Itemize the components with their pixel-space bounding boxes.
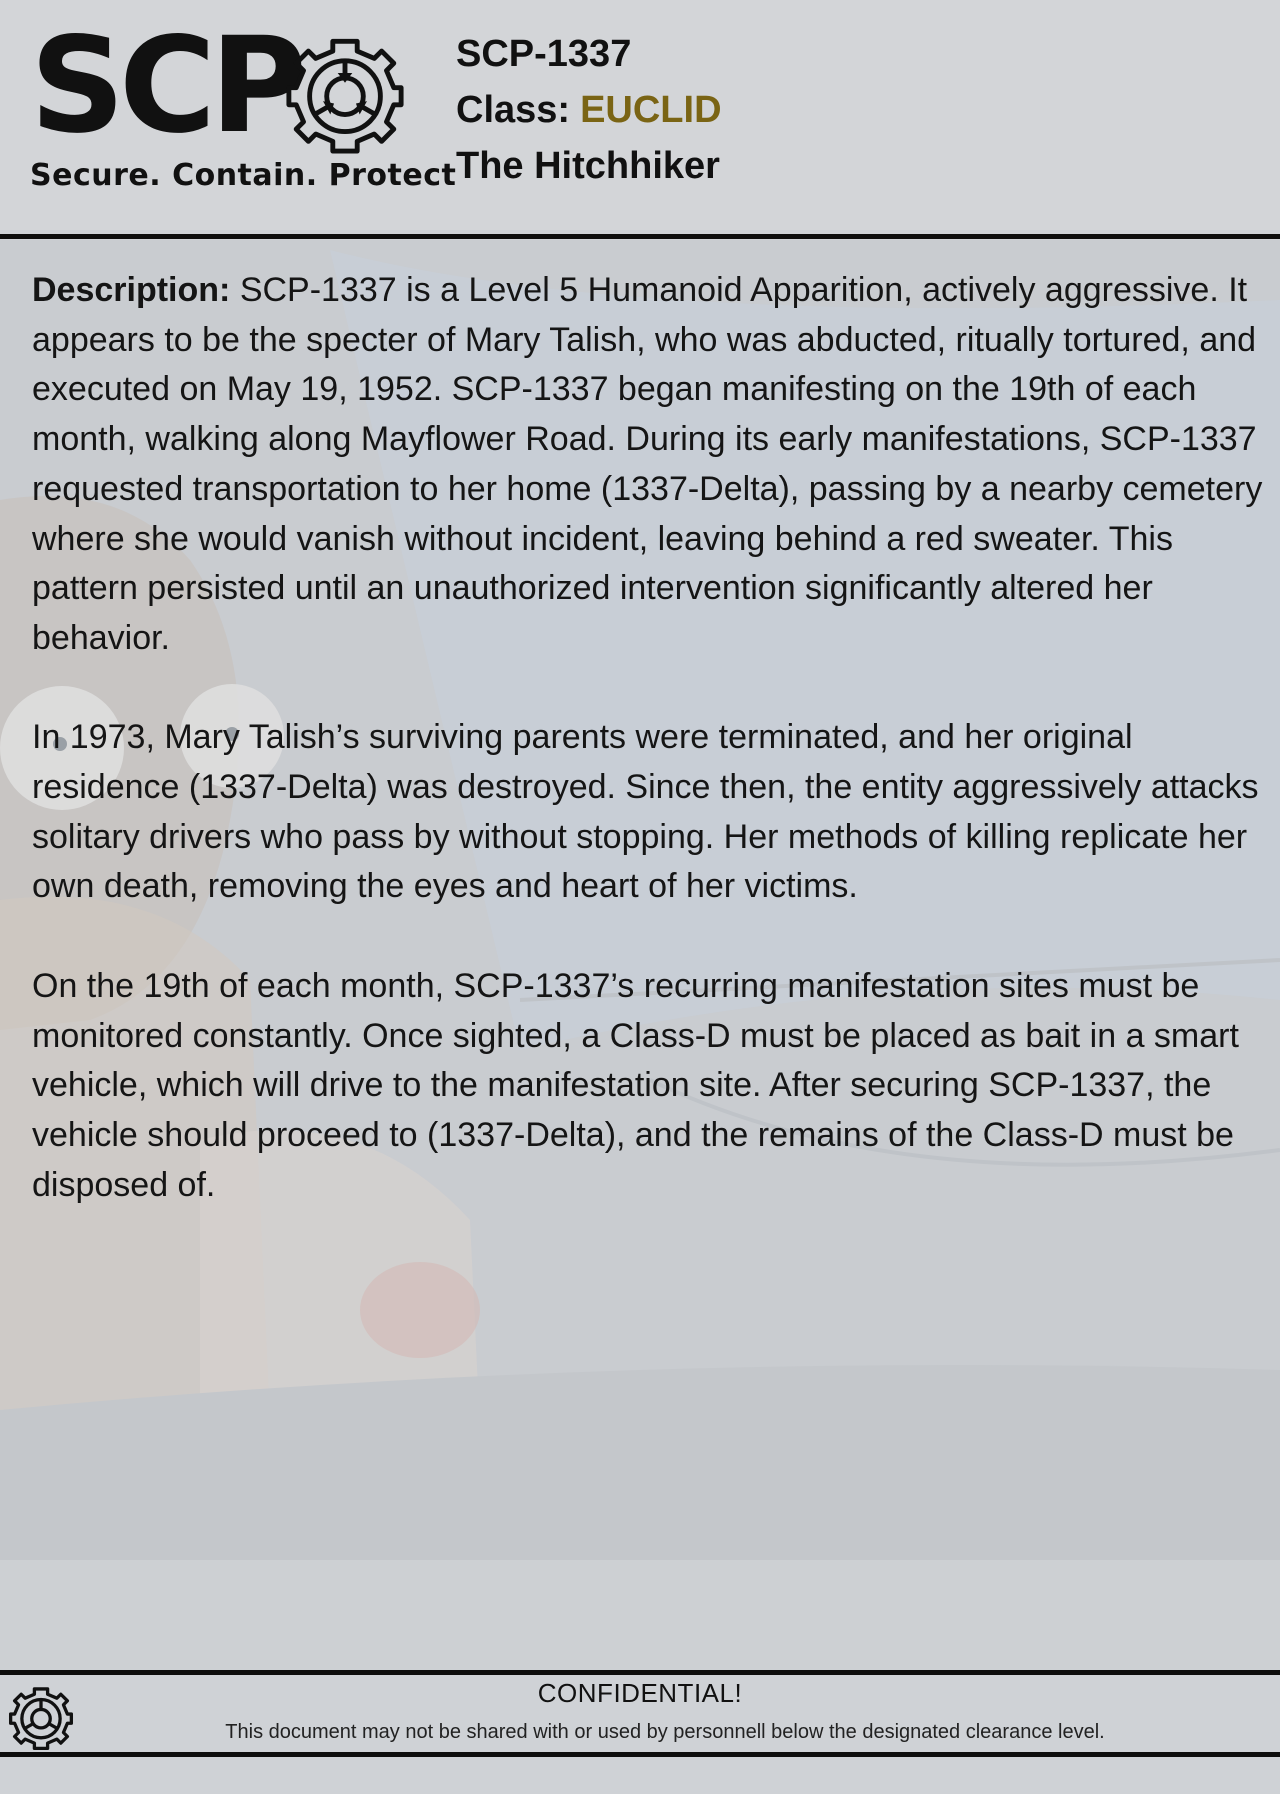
description-text: SCP-1337 is a Level 5 Humanoid Apparition, actively aggressive. It appears to be the specter of Mary Talish, who was abducted, ritually tortured, and executed on May 19, 1952. SCP-1337 began manifesting on the 19th of each month, walking along Mayflower Road. During its early manifestations, SCP-1337 requested transportation to her home (1337-Delta), passing by a nearby cemetery where she would vanish without incident, leaving behind a red sweater. This pattern persisted until an unauthorized intervention significantly altered her behavior. — [32, 271, 1263, 657]
description-label: Description: — [32, 271, 231, 309]
object-class-label: Class: — [456, 89, 571, 131]
item-header-info — [456, 26, 722, 194]
scp-logo-wordmark: SCP — [30, 9, 301, 163]
footer-divider-top — [0, 1670, 1280, 1675]
confidential-title: CONFIDENTIAL! — [537, 1678, 743, 1708]
containment-paragraph: On the 19th of each month, SCP-1337’s recurring manifestation sites must be monitored constantly. Once sighted, a Class-D must be placed as bait in a smart vehicle, which will drive to the manifestation site. After securing SCP-1337, the vehicle should proceed to (1337-Delta), and the remains of the Class-D must be disposed of. — [32, 966, 1239, 1204]
description-paragraph — [32, 266, 1272, 664]
history-paragraph: In 1973, Mary Talish’s surviving parents were terminated, and her original residence (1337-Delta) was destroyed. Since then, the entity aggressively attacks solitary drivers who pass by without stopping. Her methods of killing replicate her own death, removing the eyes and heart of her victims. — [32, 718, 1259, 906]
item-name: The Hitchhiker — [456, 145, 720, 187]
document-body — [32, 266, 1272, 1260]
object-class-value: EUCLID — [580, 89, 722, 131]
footer-divider-bottom — [0, 1752, 1280, 1757]
header-divider — [0, 234, 1280, 239]
scp-logo-tagline: Secure. Contain. Protect — [30, 158, 457, 193]
clearance-notice: This document may not be shared with or used by personnell below the designated clearance level. — [225, 1721, 1105, 1743]
item-number: SCP-1337 — [456, 33, 632, 75]
scp-foundation-emblem-icon — [284, 34, 406, 156]
object-class-line — [456, 82, 722, 138]
document-header — [0, 0, 1280, 234]
